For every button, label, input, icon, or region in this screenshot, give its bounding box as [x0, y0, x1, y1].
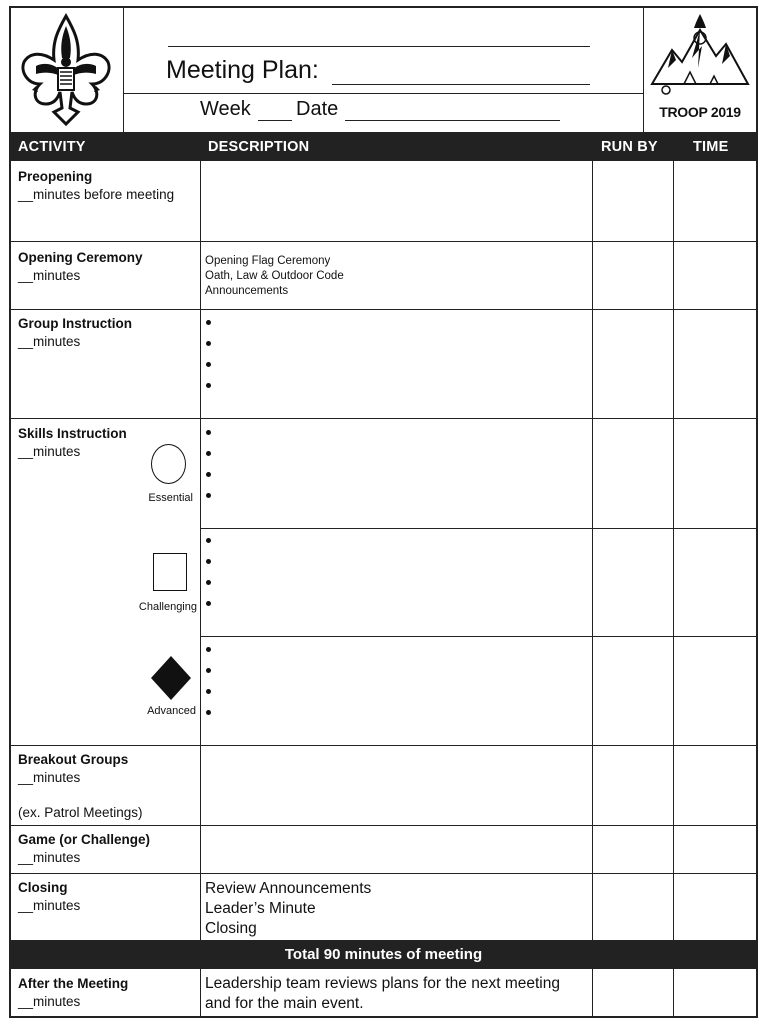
date-blank[interactable] [345, 120, 560, 121]
activity-minutes-opening: __minutes [18, 268, 81, 283]
closing-description-line: Leader’s Minute [205, 900, 316, 917]
bullet-point [206, 472, 211, 477]
row-line [9, 825, 758, 826]
column-header-activity: ACTIVITY [18, 139, 86, 155]
activity-minutes-after: __minutes [18, 994, 81, 1009]
after-description-line: Leadership team reviews plans for the next meeting [205, 975, 560, 992]
grid-line-time [673, 161, 674, 940]
challenging-square-icon [153, 553, 187, 591]
bullet-point [206, 430, 211, 435]
header-divider-right [643, 6, 644, 132]
activity-name-preopening: Preopening [18, 169, 93, 184]
bullet-point [206, 580, 211, 585]
essential-label: Essential [148, 492, 193, 504]
bullet-point [206, 341, 211, 346]
essential-circle-icon [151, 444, 186, 484]
grid-line-run-by [592, 161, 593, 940]
date-label: Date [296, 98, 339, 120]
activity-minutes-preopening: __minutes before meeting [18, 187, 175, 202]
scout-fleur-de-lis-eagle-icon [18, 12, 114, 126]
grid-line-description-after [200, 969, 201, 1018]
bullet-point [206, 689, 211, 694]
activity-name-breakout: Breakout Groups [18, 752, 129, 767]
activity-minutes-skills: __minutes [18, 444, 81, 459]
total-bar [9, 940, 758, 969]
row-line [200, 528, 758, 529]
activity-name-game: Game (or Challenge) [18, 832, 151, 847]
activity-minutes-game: __minutes [18, 850, 81, 865]
week-label: Week [200, 98, 251, 120]
activity-minutes-closing: __minutes [18, 898, 81, 913]
meeting-plan-blank[interactable] [332, 84, 590, 85]
activity-name-group: Group Instruction [18, 316, 132, 331]
bullet-point [206, 320, 211, 325]
bullet-point [206, 710, 211, 715]
bullet-point [206, 493, 211, 498]
troop-badge-text: TROOP 2019 [659, 104, 741, 120]
bullet-point [206, 451, 211, 456]
bullet-point [206, 668, 211, 673]
advanced-label: Advanced [147, 705, 196, 717]
activity-name-skills: Skills Instruction [18, 426, 127, 441]
column-header-time: TIME [693, 139, 729, 155]
row-line [9, 241, 758, 242]
bullet-point [206, 383, 211, 388]
row-line [9, 418, 758, 419]
grid-line-time-after [673, 969, 674, 1018]
closing-description-line: Review Announcements [205, 880, 372, 897]
row-line [9, 745, 758, 746]
activity-minutes-breakout: __minutes [18, 770, 81, 785]
bullet-point [206, 559, 211, 564]
grid-line-description [200, 161, 201, 940]
activity-minutes-group: __minutes [18, 334, 81, 349]
opening-description-line: Announcements [205, 285, 289, 297]
column-header-description: DESCRIPTION [208, 139, 310, 155]
grid-line-run-by-after [592, 969, 593, 1018]
challenging-label: Challenging [138, 601, 197, 613]
row-line [200, 636, 758, 637]
bullet-point [206, 601, 211, 606]
breakout-note: (ex. Patrol Meetings) [18, 805, 143, 820]
opening-description-line: Oath, Law & Outdoor Code [205, 270, 344, 282]
week-blank[interactable] [258, 120, 292, 121]
activity-name-opening: Opening Ceremony [18, 250, 143, 265]
page-title: Meeting Plan: [166, 56, 319, 84]
bullet-point [206, 362, 211, 367]
column-header-run-by: RUN BY [601, 139, 658, 155]
mountains-campfire-troop-badge-icon [650, 12, 750, 102]
closing-description-line: Closing [205, 920, 257, 937]
opening-description-line: Opening Flag Ceremony [205, 255, 331, 267]
row-line [9, 873, 758, 874]
bullet-point [206, 538, 211, 543]
header-divider-left [123, 6, 124, 132]
row-line [9, 309, 758, 310]
bullet-point [206, 647, 211, 652]
header-divider-middle [123, 93, 644, 94]
activity-name-closing: Closing [18, 880, 68, 895]
header-top-line [168, 46, 590, 47]
advanced-diamond-icon [151, 656, 191, 700]
after-description-line: and for the main event. [205, 995, 364, 1012]
activity-name-after: After the Meeting [18, 976, 129, 991]
total-minutes-text: Total 90 minutes of meeting [284, 946, 483, 963]
